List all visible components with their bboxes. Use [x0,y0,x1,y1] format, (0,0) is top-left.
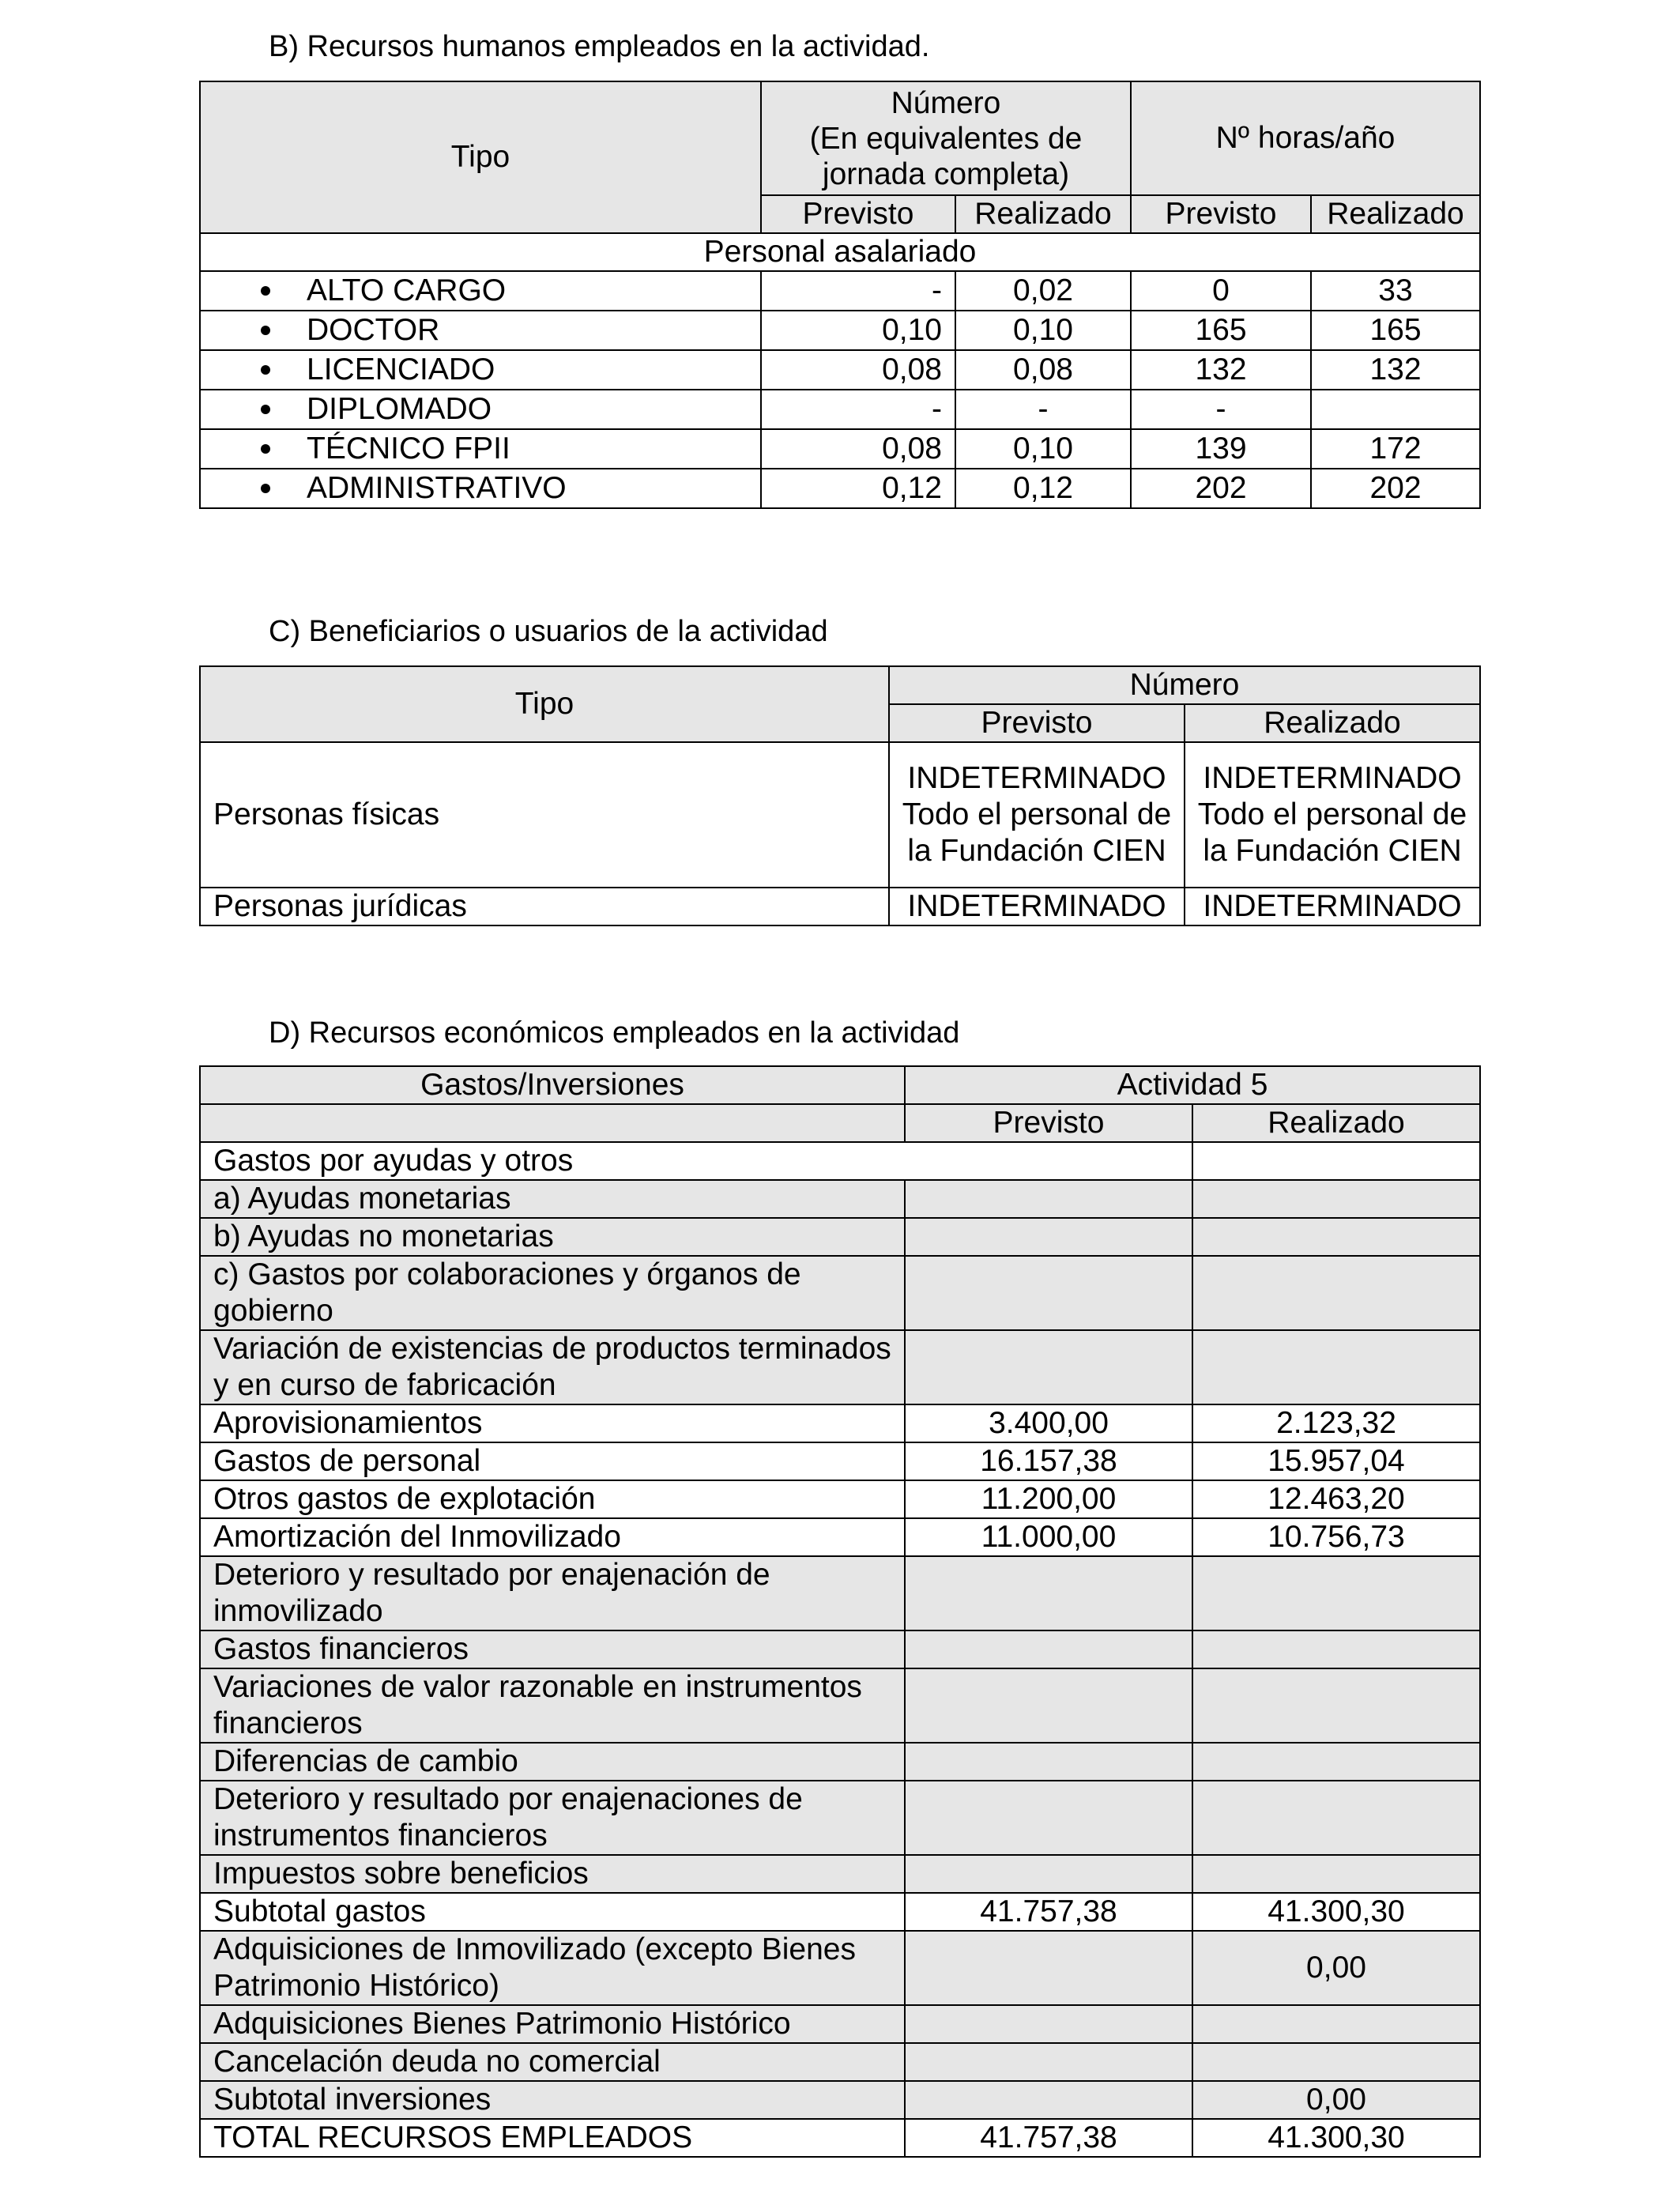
ben-row-realizado: INDETERMINADO Todo el personal de la Fundación CIEN [1185,742,1480,888]
bullet-icon [261,286,270,296]
eco-row-label: Impuestos sobre beneficios [200,1855,905,1893]
eco-row-label: Diferencias de cambio [200,1743,905,1781]
hr-row-tipo-label: DIPLOMADO [307,392,492,426]
eco-row [200,2119,1480,2157]
hr-row-tipo [200,429,761,469]
eco-col-actividad: Actividad 5 [905,1066,1480,1104]
eco-row [200,1893,1480,1931]
eco-row-realizado [1192,1256,1480,1330]
eco-row-label: Variaciones de valor razonable en instrumentos financieros [200,1668,905,1743]
eco-row-realizado: 0,00 [1192,2081,1480,2119]
hr-row-num-realizado: 0,02 [955,271,1131,311]
eco-first-row-realizado [1192,1142,1480,1180]
hr-row [200,429,1480,469]
eco-row-label: Gastos financieros [200,1630,905,1668]
ben-col-previsto: Previsto [889,704,1185,742]
eco-row-previsto [905,1330,1192,1404]
hr-row-tipo [200,311,761,350]
ben-col-numero: Número [889,666,1480,704]
eco-row-label: Adquisiciones de Inmovilizado (excepto Bienes Patrimonio Histórico) [200,1931,905,2005]
eco-row-previsto [905,1781,1192,1855]
eco-row [200,1256,1480,1330]
section-c-heading: C) Beneficiarios o usuarios de la actividad [269,615,828,648]
eco-row-label: Otros gastos de explotación [200,1480,905,1518]
hr-row-h-previsto: 139 [1131,429,1311,469]
eco-row-previsto [905,2005,1192,2043]
hr-row-tipo-label: ALTO CARGO [307,273,507,307]
ben-row-previsto: INDETERMINADO Todo el personal de la Fundación CIEN [889,742,1185,888]
hr-row-h-previsto: 202 [1131,469,1311,508]
eco-row-label: b) Ayudas no monetarias [200,1218,905,1256]
ben-col-realizado: Realizado [1185,704,1480,742]
hr-row-num-realizado: - [955,390,1131,429]
hr-row-tipo [200,350,761,390]
eco-row-realizado [1192,1743,1480,1781]
eco-row [200,1404,1480,1442]
hr-row-h-realizado: 172 [1311,429,1480,469]
hr-row-num-realizado: 0,08 [955,350,1131,390]
eco-row-previsto [905,1855,1192,1893]
eco-row-label: TOTAL RECURSOS EMPLEADOS [200,2119,905,2157]
eco-row-realizado [1192,1180,1480,1218]
eco-row-label: Aprovisionamientos [200,1404,905,1442]
hr-row [200,469,1480,508]
eco-first-row: Gastos por ayudas y otros [200,1142,1192,1180]
hr-row-h-realizado: 202 [1311,469,1480,508]
eco-row-previsto: 41.757,38 [905,2119,1192,2157]
eco-row-previsto: 3.400,00 [905,1404,1192,1442]
eco-row-previsto [905,1218,1192,1256]
eco-row-realizado: 41.300,30 [1192,1893,1480,1931]
eco-row-previsto [905,1743,1192,1781]
eco-row-previsto: 41.757,38 [905,1893,1192,1931]
eco-row [200,2043,1480,2081]
hr-col-horas: Nº horas/año [1131,81,1480,195]
hr-row-num-previsto: - [761,271,955,311]
eco-row [200,2081,1480,2119]
eco-col-previsto: Previsto [905,1104,1192,1142]
eco-row-realizado [1192,1630,1480,1668]
hr-col-num-realizado: Realizado [955,195,1131,233]
eco-row-realizado: 41.300,30 [1192,2119,1480,2157]
hr-row-h-previsto: 132 [1131,350,1311,390]
hr-row-num-realizado: 0,12 [955,469,1131,508]
hr-row-num-realizado: 0,10 [955,429,1131,469]
eco-row-realizado [1192,1855,1480,1893]
eco-row-previsto: 16.157,38 [905,1442,1192,1480]
eco-row-label: Deterioro y resultado por enajenaciones de instrumentos financieros [200,1781,905,1855]
section-d-heading: D) Recursos económicos empleados en la actividad [269,1016,960,1050]
eco-col-gastos: Gastos/Inversiones [200,1066,905,1104]
eco-row [200,1743,1480,1781]
hr-row-tipo-label: TÉCNICO FPII [307,432,510,466]
eco-row-previsto [905,2043,1192,2081]
eco-row-realizado [1192,1781,1480,1855]
hr-row-tipo-label: LICENCIADO [307,352,495,386]
hr-row-tipo-label: DOCTOR [307,313,440,347]
eco-row-realizado [1192,2043,1480,2081]
eco-row-previsto: 11.200,00 [905,1480,1192,1518]
hr-col-numero: Número (En equivalentes de jornada completa) [761,81,1131,195]
eco-row-realizado: 2.123,32 [1192,1404,1480,1442]
ben-row-realizado: INDETERMINADO [1185,888,1480,925]
eco-row [200,1518,1480,1556]
eco-col-realizado: Realizado [1192,1104,1480,1142]
eco-row-previsto [905,1180,1192,1218]
hr-row-h-realizado: 132 [1311,350,1480,390]
hr-row-num-realizado: 0,10 [955,311,1131,350]
eco-row-label: Variación de existencias de productos terminados y en curso de fabricación [200,1330,905,1404]
eco-row-realizado [1192,1556,1480,1630]
eco-row-previsto: 11.000,00 [905,1518,1192,1556]
ben-col-tipo: Tipo [200,666,889,742]
hr-row [200,350,1480,390]
eco-row-label: Amortización del Inmovilizado [200,1518,905,1556]
eco-row-label: Gastos de personal [200,1442,905,1480]
eco-row [200,1330,1480,1404]
hr-col-h-realizado: Realizado [1311,195,1480,233]
hr-col-h-previsto: Previsto [1131,195,1311,233]
eco-row-realizado [1192,1330,1480,1404]
eco-row-previsto [905,1256,1192,1330]
eco-row-label: Subtotal inversiones [200,2081,905,2119]
eco-row [200,1855,1480,1893]
eco-row-label: c) Gastos por colaboraciones y órganos de gobierno [200,1256,905,1330]
eco-row-label: Deterioro y resultado por enajenación de inmovilizado [200,1556,905,1630]
hr-col-num-previsto: Previsto [761,195,955,233]
eco-row-label: a) Ayudas monetarias [200,1180,905,1218]
hr-row-tipo-label: ADMINISTRATIVO [307,471,567,505]
eco-col-empty [200,1104,905,1142]
hr-row-h-realizado [1311,390,1480,429]
eco-row-realizado: 0,00 [1192,1931,1480,2005]
eco-row-realizado [1192,2005,1480,2043]
eco-row-previsto [905,2081,1192,2119]
eco-row [200,1218,1480,1256]
eco-row [200,1781,1480,1855]
eco-row-previsto [905,1556,1192,1630]
hr-row-h-previsto: - [1131,390,1311,429]
eco-row-label: Adquisiciones Bienes Patrimonio Histórico [200,2005,905,2043]
eco-row-label: Cancelación deuda no comercial [200,2043,905,2081]
hr-row-num-previsto: 0,10 [761,311,955,350]
bullet-icon [261,326,270,335]
eco-row [200,2005,1480,2043]
hr-row-tipo [200,271,761,311]
eco-row-realizado [1192,1668,1480,1743]
hr-row [200,390,1480,429]
eco-row-previsto [905,1931,1192,2005]
eco-row [200,1630,1480,1668]
hr-row-num-previsto: 0,08 [761,429,955,469]
bullet-icon [261,444,270,454]
section-b-heading: B) Recursos humanos empleados en la actividad. [269,30,930,63]
eco-row-realizado: 10.756,73 [1192,1518,1480,1556]
hr-row-tipo [200,469,761,508]
beneficiarios-table [199,665,1481,926]
economicos-table [199,1065,1481,2158]
hr-row [200,271,1480,311]
hr-row-num-previsto: 0,08 [761,350,955,390]
ben-row-tipo: Personas jurídicas [200,888,889,925]
eco-row [200,1480,1480,1518]
bullet-icon [261,484,270,493]
hr-row-h-previsto: 165 [1131,311,1311,350]
hr-row-h-realizado: 33 [1311,271,1480,311]
ben-row-tipo: Personas físicas [200,742,889,888]
hr-row [200,311,1480,350]
hr-row-num-previsto: 0,12 [761,469,955,508]
eco-row [200,1931,1480,2005]
eco-row-previsto [905,1668,1192,1743]
bullet-icon [261,365,270,375]
eco-row [200,1668,1480,1743]
eco-row-realizado: 15.957,04 [1192,1442,1480,1480]
eco-row [200,1442,1480,1480]
bullet-icon [261,405,270,414]
hr-row-h-realizado: 165 [1311,311,1480,350]
eco-row-previsto [905,1630,1192,1668]
hr-row-num-previsto: - [761,390,955,429]
hr-row-tipo [200,390,761,429]
hr-row-h-previsto: 0 [1131,271,1311,311]
hr-group-label: Personal asalariado [200,233,1480,271]
eco-row [200,1556,1480,1630]
eco-row [200,1180,1480,1218]
eco-row-realizado [1192,1218,1480,1256]
ben-row-previsto: INDETERMINADO [889,888,1185,925]
hr-col-tipo: Tipo [200,81,761,233]
eco-row-realizado: 12.463,20 [1192,1480,1480,1518]
hr-table [199,81,1481,509]
eco-row-label: Subtotal gastos [200,1893,905,1931]
